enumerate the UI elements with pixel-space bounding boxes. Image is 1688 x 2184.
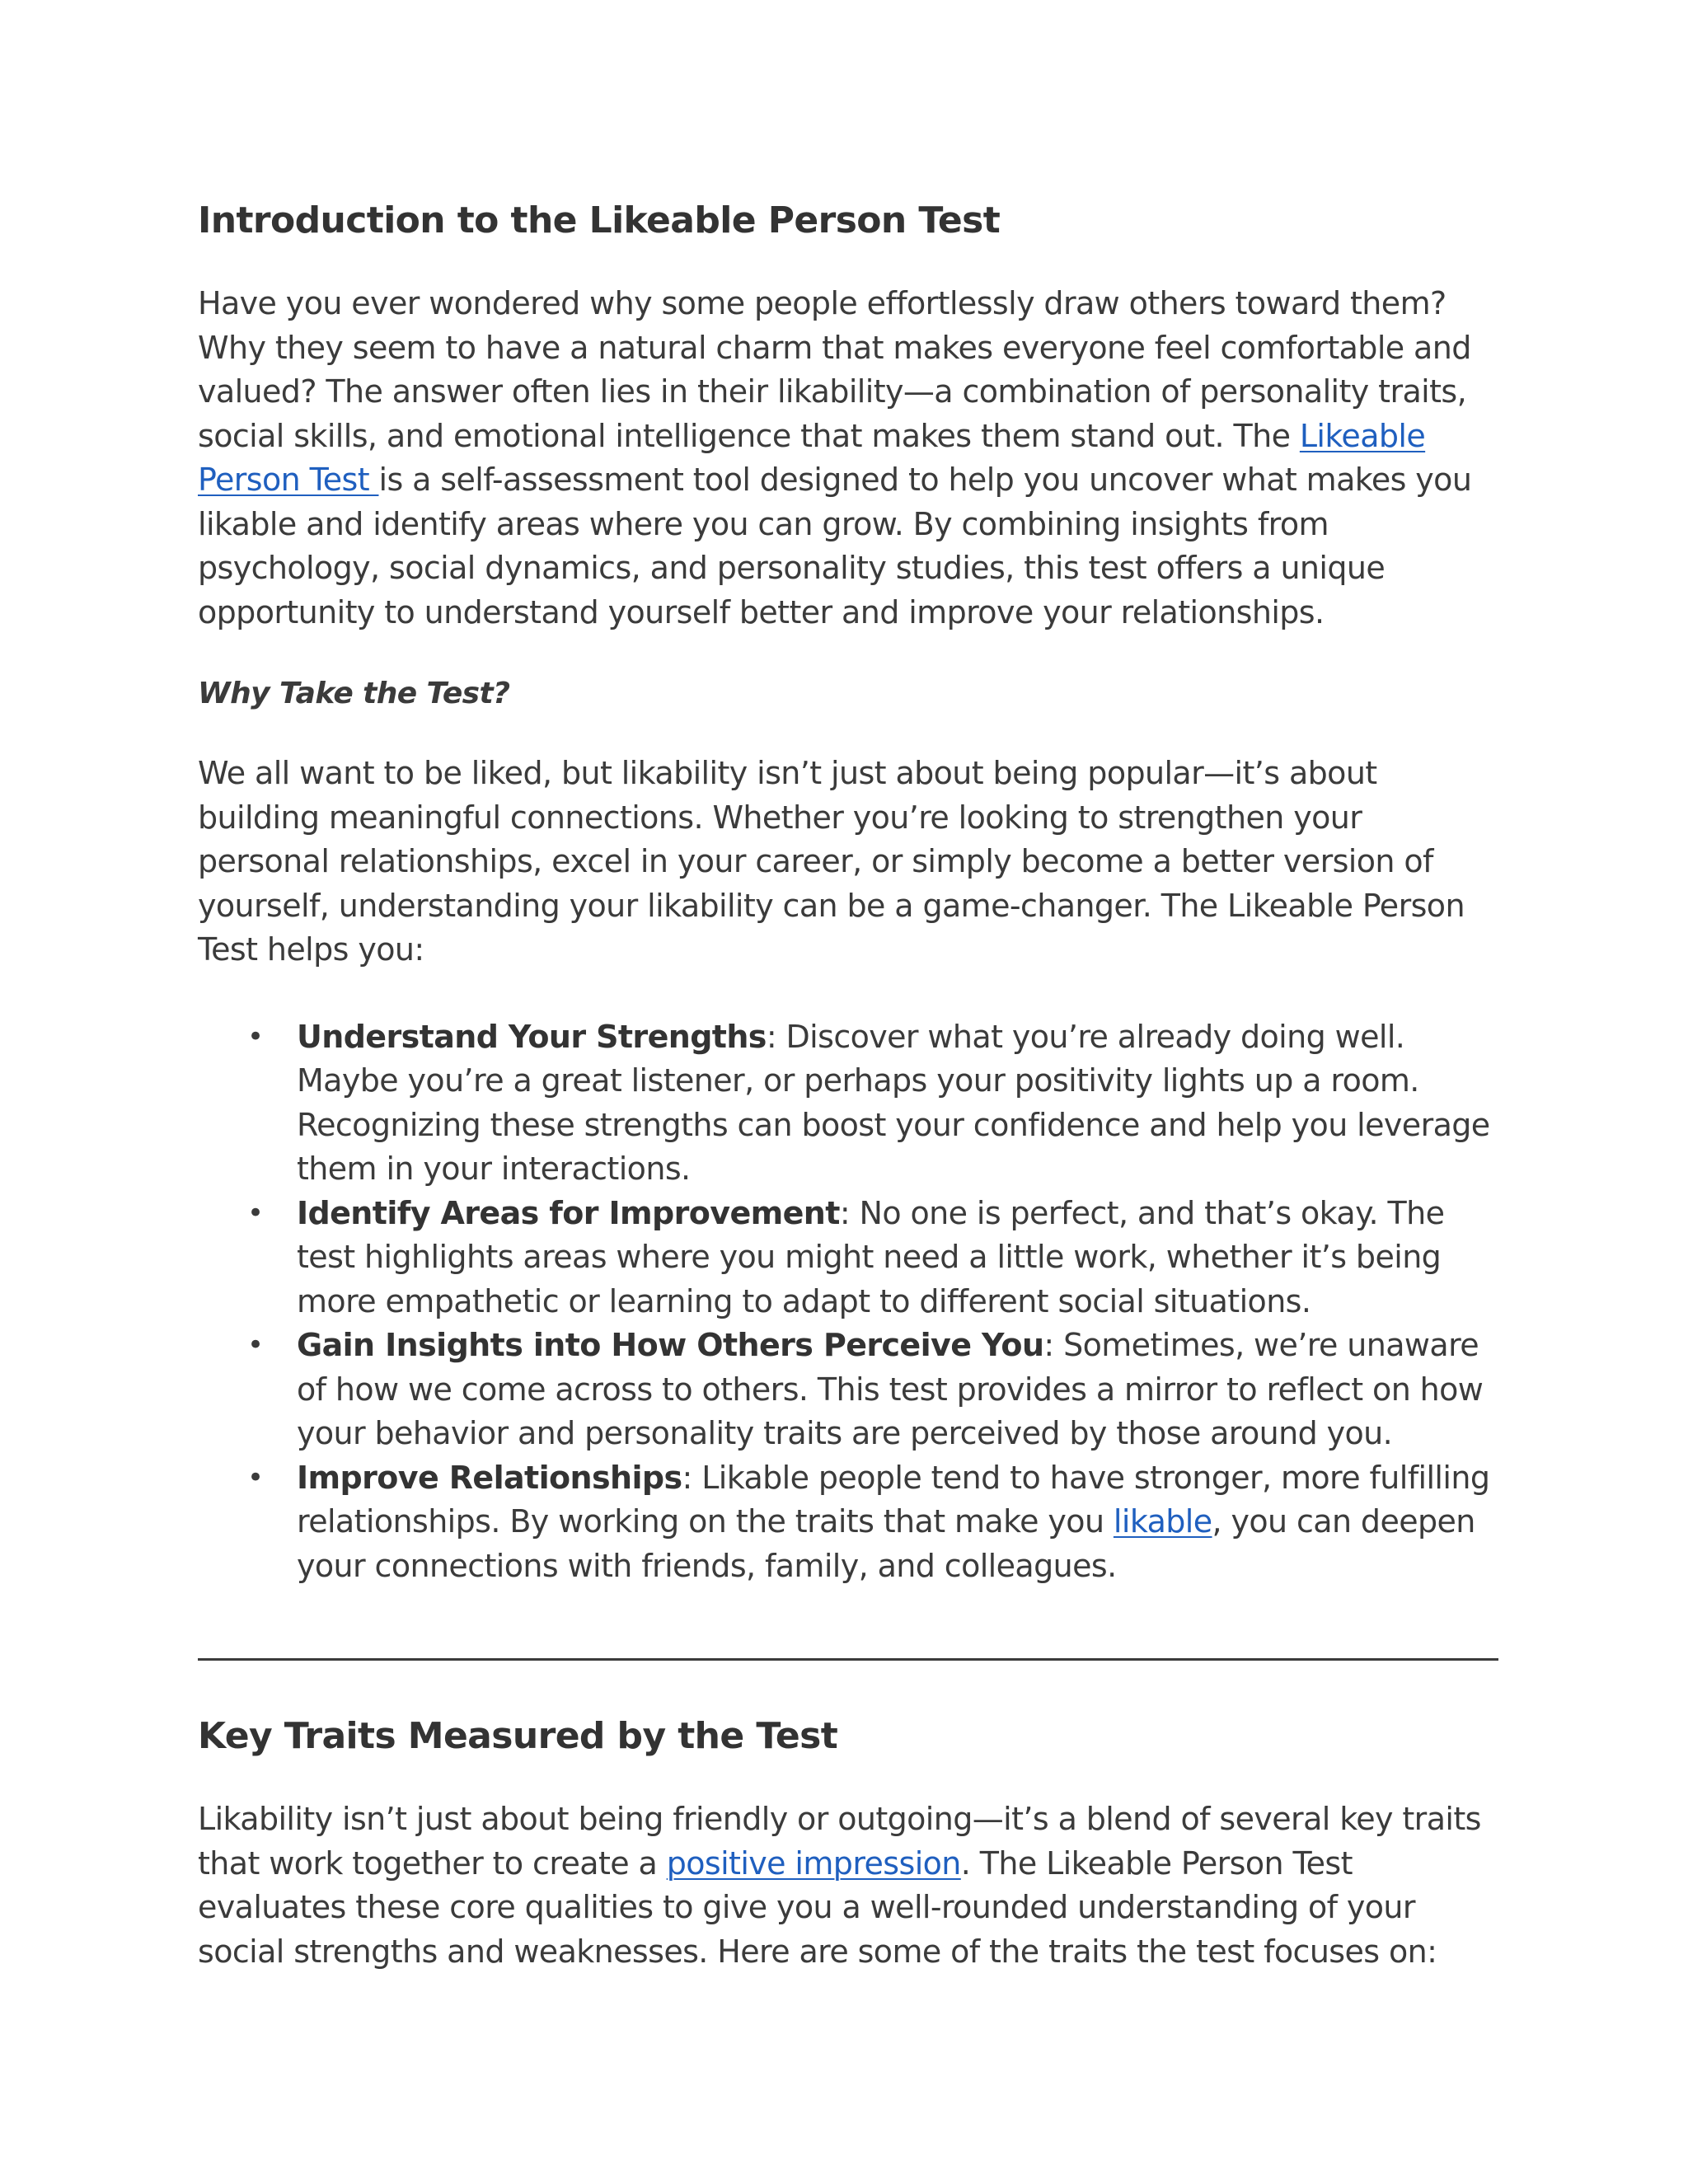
intro-text-start: Have you ever wondered why some people effortlessly draw others toward them? Why they seem to have a natural charm that makes everyone feel comfortable and valued? The answer often lies in their likability—a combination of personality traits, social skills, and emotional intelligence that makes them stand out. The xyxy=(198,285,1471,454)
bullet-icon: • xyxy=(247,1329,264,1361)
section-heading-key-traits: Key Traits Measured by the Test xyxy=(198,1715,838,1757)
list-item xyxy=(247,1456,1498,1589)
likable-link[interactable]: likable xyxy=(1113,1503,1212,1540)
list-item-title: Identify Areas for Improvement xyxy=(297,1194,840,1231)
list-item-title: Improve Relationships xyxy=(297,1459,682,1496)
bullet-icon: • xyxy=(247,1460,264,1494)
intro-text-end: is a self-assessment tool designed to help you uncover what makes you likable and identify areas where you can grow. By combining insights from psychology, social dynamics, and personality studies, this test offers a unique opportunity to understand yourself better and improve your relationships. xyxy=(198,462,1472,630)
list-item-text: : Discover what you’re already doing well. Maybe you’re a great listener, or perhaps your positivity lights up a room. Recognizing these strengths can boost your confidence and help you leverage them in your interactions. xyxy=(297,1018,1490,1187)
key-traits-text-start: Likability isn’t just about being friendly or outgoing—it’s a blend of several key traits that work together to create a xyxy=(198,1801,1481,1882)
intro-paragraph xyxy=(198,282,1498,635)
section-divider xyxy=(198,1658,1498,1661)
bullet-icon: • xyxy=(247,1019,264,1053)
key-traits-paragraph xyxy=(198,1797,1498,1974)
list-item xyxy=(247,1192,1498,1324)
list-item-text-start: : Likable people tend to have stronger, more fulfilling relationships. By working on the traits that make you xyxy=(297,1459,1490,1540)
bullet-icon: • xyxy=(247,1196,264,1230)
positive-impression-link[interactable]: positive impression xyxy=(666,1844,961,1882)
why-take-test-subheading: Why Take the Test? xyxy=(198,677,510,710)
likeable-person-test-link[interactable]: Likeable Person Test xyxy=(198,417,1426,498)
list-item-title: Gain Insights into How Others Perceive You xyxy=(297,1327,1044,1363)
list-item-title: Understand Your Strengths xyxy=(297,1018,767,1055)
benefits-list xyxy=(198,1015,1498,1589)
list-item xyxy=(247,1324,1498,1456)
key-traits-text-end: . The Likeable Person Test evaluates these core qualities to give you a well-rounded understanding of your social strengths and weaknesses. Here are some of the traits the test focuses on: xyxy=(198,1844,1437,1970)
list-item-text: : No one is perfect, and that’s okay. The test highlights areas where you might need a little work, whether it’s being more empathetic or learning to adapt to different social situations. xyxy=(297,1194,1445,1319)
document-page xyxy=(198,196,1498,1974)
why-paragraph: We all want to be liked, but likability isn’t just about being popular—it’s about building meaningful connections. Whether you’re looking to strengthen your personal relationships, excel in your career, or simply become a better version of yourself, understanding your likability can be a game-changer. The Likeable Person Test helps you: xyxy=(198,755,1465,968)
list-item-text-end: , you can deepen your connections with friends, family, and colleagues. xyxy=(297,1503,1475,1584)
section-heading-introduction: Introduction to the Likeable Person Test xyxy=(198,199,1001,241)
list-item xyxy=(247,1015,1498,1192)
list-item-text: : Sometimes, we’re unaware of how we come across to others. This test provides a mirror to reflect on how your behavior and personality traits are perceived by those around you. xyxy=(297,1327,1484,1451)
